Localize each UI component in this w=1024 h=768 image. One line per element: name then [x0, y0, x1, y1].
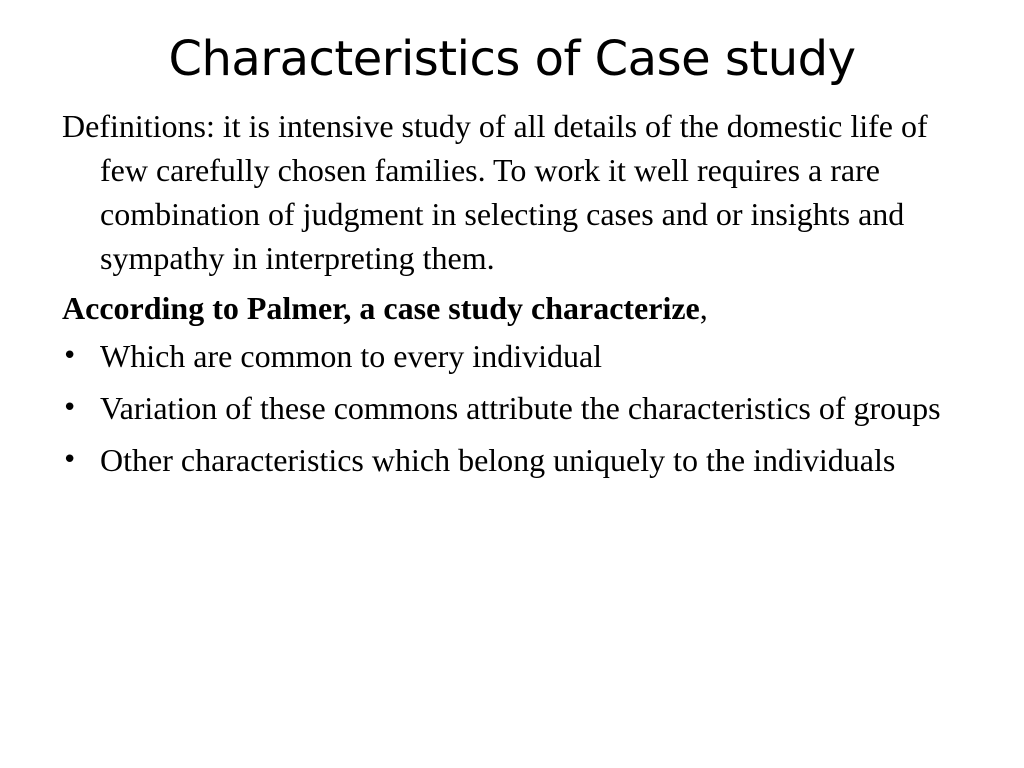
bullet-icon: •	[62, 445, 78, 475]
characteristics-list	[62, 334, 962, 482]
list-item	[62, 438, 962, 482]
list-item	[62, 386, 962, 430]
bullet-icon: •	[62, 393, 78, 423]
list-item-text: Variation of these commons attribute the characteristics of groups	[100, 390, 941, 426]
palmer-intro-suffix: ,	[699, 290, 708, 326]
definition-paragraph: Definitions: it is intensive study of all details of the domestic life of few carefully chosen families. To work it well requires a rare combination of judgment in selecting cases and or insights and sympathy in interpreting them.	[62, 108, 928, 276]
list-item-text: Other characteristics which belong uniquely to the individuals	[100, 442, 896, 478]
slide-body	[62, 104, 962, 490]
bullet-icon: •	[62, 341, 78, 371]
list-item	[62, 334, 962, 378]
palmer-intro-bold: According to Palmer, a case study characterize	[62, 290, 700, 326]
slide-title: Characteristics of Case study	[168, 31, 856, 87]
palmer-intro	[62, 286, 962, 330]
list-item-text: Which are common to every individual	[100, 338, 603, 374]
